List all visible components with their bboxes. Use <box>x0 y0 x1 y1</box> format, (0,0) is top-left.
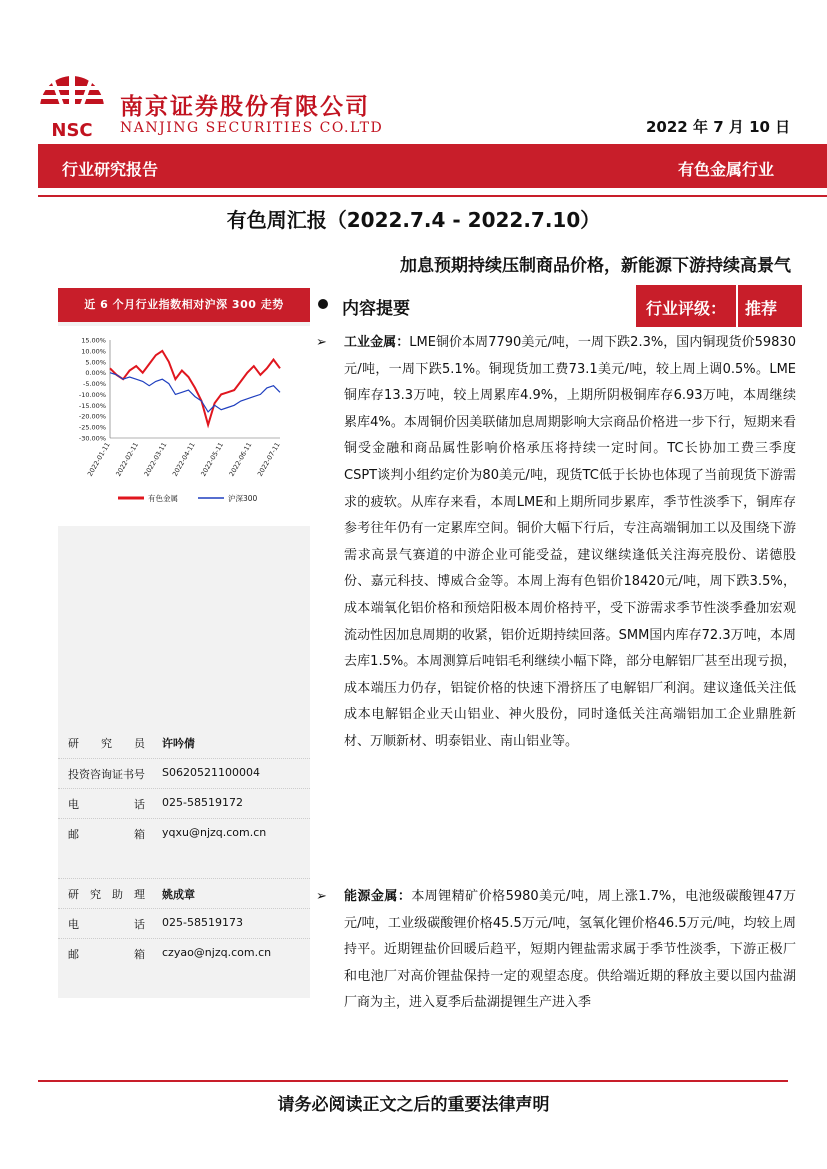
x-tick-label: 2022-06-11 <box>227 441 254 478</box>
analyst1-cert-row <box>58 758 310 787</box>
rating-value: 推荐 <box>745 299 778 318</box>
analyst2-phone-label: 电 话 <box>68 918 145 931</box>
index-relative-chart <box>58 326 310 526</box>
report-subtitle: 加息预期持续压制商品价格，新能源下游持续高景气 <box>400 256 791 276</box>
analyst2-role-label: 研 究 助 理 <box>68 888 145 901</box>
arrow-bullet-icon: ➢ <box>316 335 327 350</box>
x-tick-label: 2022-04-11 <box>170 441 197 478</box>
nsc-logo <box>34 68 110 140</box>
footer-rule <box>38 1080 788 1082</box>
series-line-1 <box>110 351 280 425</box>
chart-container <box>58 326 310 526</box>
analyst2-phone-row <box>58 908 310 937</box>
legend-label: 有色金属 <box>148 494 178 503</box>
analyst1-role-label: 研 究 员 <box>68 737 145 750</box>
para2-body: 本周锂精矿价格5980美元/吨，周上涨1.7%，电池级碳酸锂47万元/吨，工业级碳酸锂价格45.5万元/吨，氢氧化锂价格46.5万元/吨，均较上周持平。近期锂盐价回暖后趋平，短期内锂盐需求属于季节性淡季，下游正极厂和电池厂对高价锂盐保持一定的观望态度。供给端近期的释放主要以国内盐湖厂商为主，进入夏季后盐湖提锂生产进入季 <box>344 889 796 1011</box>
header-rule <box>38 195 827 197</box>
paragraph-industrial-metals <box>316 330 796 756</box>
analyst2-email-label: 邮 箱 <box>68 948 145 961</box>
paragraph-energy-metals <box>316 884 796 1017</box>
company-name-en: NANJING SECURITIES CO.LTD <box>120 120 384 136</box>
y-tick-label: -15.00% <box>78 401 106 410</box>
rating-label: 行业评级： <box>646 299 727 318</box>
y-tick-label: 5.00% <box>85 358 106 367</box>
analyst1-email-label: 邮 箱 <box>68 828 145 841</box>
analyst1-phone: 025-58519172 <box>162 796 243 809</box>
analyst1-cert-label: 投资咨询证书号 <box>68 768 145 781</box>
x-tick-label: 2022-02-11 <box>114 441 141 478</box>
x-tick-label: 2022-01-11 <box>85 441 112 478</box>
y-tick-label: -20.00% <box>78 412 106 421</box>
para1-body: LME铜价本周7790美元/吨，一周下跌2.3%，国内铜现货价59830元/吨，一周下跌5.1%。铜现货加工费73.1美元/吨，较上周上调0.5%。LME铜库存13.3万吨，较上周累库4.9%，上期所阴极铜库存6.93万吨，本周继续累库4%。本周铜价因美联储加息周期影响大宗商品价格进一步下行，短期来看铜受金融和商品属性影响价格承压将持续一定时间。TC长协加工费三季度CSPT谈判小组约定价为80美元/吨，现货TC低于长协也体现了当前现货下游需求的疲软。从库存来看，本周LME和上期所同步累库，季节性淡季下，铜库存参考往年仍有一定累库空间。铜价大幅下行后，专注高端铜加工以及围绕下游需求高景气赛道的中游企业可能受益，建议继续逢低关注海亮股份、诺德股份、嘉元科技、博威合金等。本周上海有色铝价18420元/吨，周下跌3.5%，成本端氧化铝价格和预焙阳极本周价格持平，受下游需求季节性淡季叠加宏观流动性因加息周期的收紧，铝价近期持续回落。SMM国内库存72.3万吨，本周去库1.5%。本周测算后吨铝毛利继续小幅下降，部分电解铝厂甚至出现亏损，成本端压力仍存，铝锭价格的快速下滑挤压了电解铝厂利润。建议逢低关注低成本电解铝企业天山铝业、神火股份，同时逢低关注高端铝加工企业鼎胜新材、万顺新材、明泰铝业、南山铝业等。 <box>344 335 796 749</box>
chart-title: 近 6 个月行业指数相对沪深 300 走势 <box>58 288 310 322</box>
series-line-2 <box>110 373 280 412</box>
report-title: 有色周汇报（2022.7.4 - 2022.7.10） <box>226 208 601 232</box>
company-name-cn: 南京证券股份有限公司 <box>120 94 370 120</box>
x-tick-label: 2022-03-11 <box>142 441 169 478</box>
y-tick-label: 0.00% <box>85 369 106 378</box>
section-title: 内容提要 <box>342 299 410 319</box>
report-type: 行业研究报告 <box>62 160 159 179</box>
para2-head: 能源金属： <box>344 889 412 904</box>
industry-label: 有色金属行业 <box>678 160 775 179</box>
report-date: 2022 年 7 月 10 日 <box>646 118 791 136</box>
y-tick-label: -30.00% <box>78 434 106 443</box>
legal-notice: 请务必阅读正文之后的重要法律声明 <box>277 1095 550 1115</box>
analyst2-role-row <box>58 878 310 907</box>
bullet-dot-icon <box>318 299 328 309</box>
analyst1-email-row <box>58 818 310 847</box>
analyst1-name: 许吟倩 <box>162 737 195 750</box>
analyst2-phone: 025-58519173 <box>162 916 243 929</box>
y-tick-label: -10.00% <box>78 390 106 399</box>
para1-head: 工业金属： <box>344 335 410 350</box>
analyst1-phone-label: 电 话 <box>68 798 145 811</box>
analyst2-email[interactable]: czyao@njzq.com.cn <box>162 946 272 959</box>
x-tick-label: 2022-07-11 <box>255 441 282 478</box>
analyst1-email[interactable]: yqxu@njzq.com.cn <box>162 826 267 839</box>
analyst2-name: 姚成章 <box>162 888 195 901</box>
y-tick-label: 10.00% <box>81 347 106 356</box>
analyst1-role-row <box>58 728 310 756</box>
analyst1-cert: S0620521100004 <box>162 766 260 779</box>
arrow-bullet-icon: ➢ <box>316 889 327 904</box>
analyst2-email-row <box>58 938 310 967</box>
y-tick-label: 15.00% <box>81 336 106 345</box>
rating-divider <box>736 285 738 327</box>
y-tick-label: -5.00% <box>83 380 106 389</box>
y-tick-label: -25.00% <box>78 423 106 432</box>
logo-text: NSC <box>51 120 93 140</box>
analyst1-phone-row <box>58 788 310 817</box>
x-tick-label: 2022-05-11 <box>199 441 226 478</box>
legend-label: 沪深300 <box>228 494 258 503</box>
